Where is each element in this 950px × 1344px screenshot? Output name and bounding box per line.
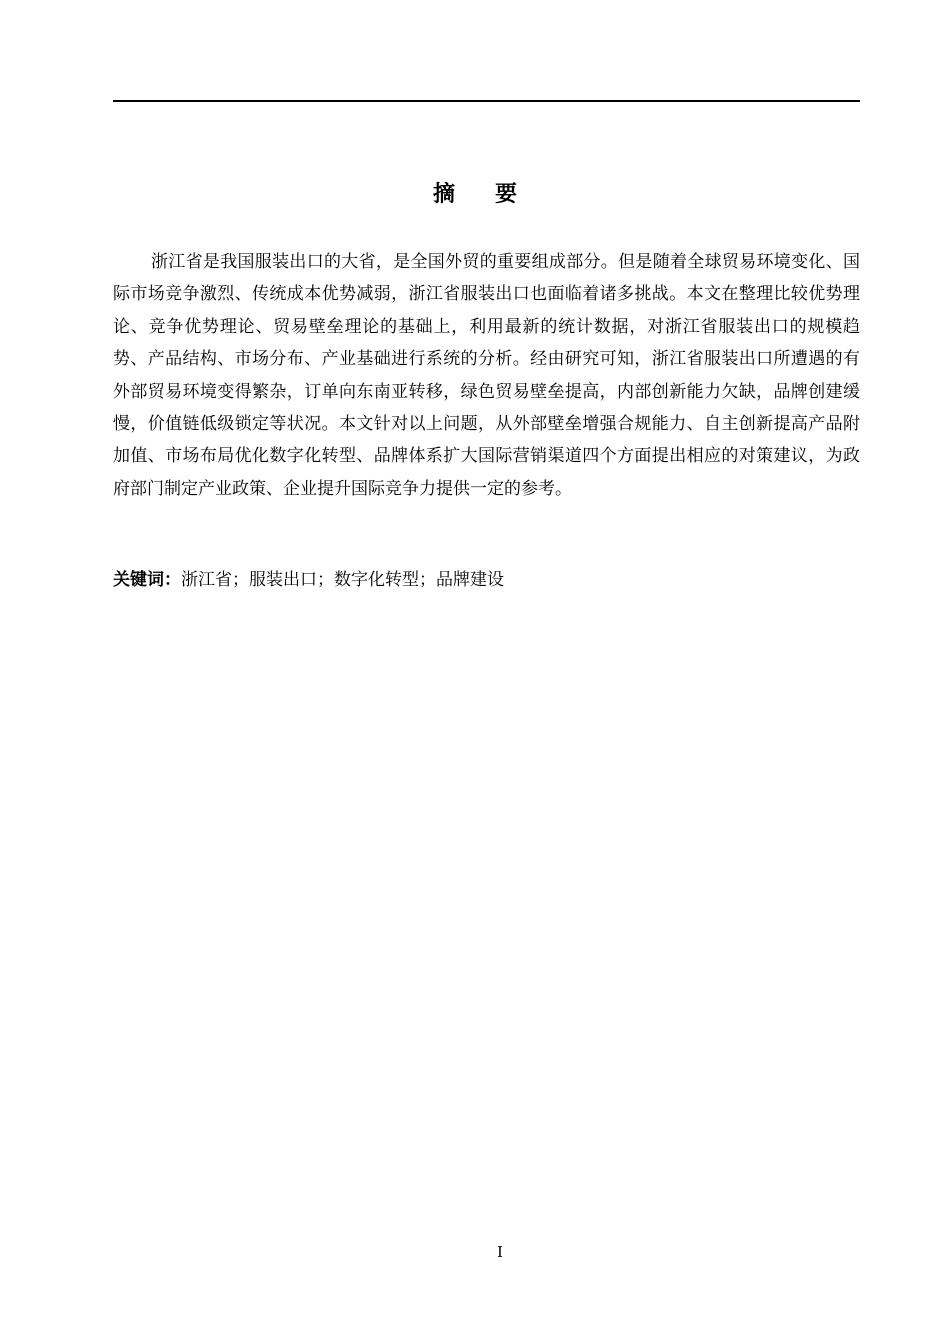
abstract-paragraph: 浙江省是我国服装出口的大省，是全国外贸的重要组成部分。但是随着全球贸易环境变化、国际市场竞争激烈、传统成本优势减弱，浙江省服装出口也面临着诸多挑战。本文在整理比较优势理论、竞争优势理论、贸易壁垒理论的基础上，利用最新的统计数据，对浙江省服装出口的规模趋势、产品结构、市场分布、产业基础进行系统的分析。经由研究可知，浙江省服装出口所遭遇的有外部贸易环境变得繁杂，订单向东南亚转移，绿色贸易壁垒提高，内部创新能力欠缺，品牌创建缓慢，价值链低级锁定等状况。本文针对以上问题，从外部壁垒增强合规能力、自主创新提高产品附加值、市场布局优化数字化转型、品牌体系扩大国际营销渠道四个方面提出相应的对策建议，为政府部门制定产业政策、企业提升国际竞争力提供一定的参考。 [113, 252, 860, 499]
page-number: I [497, 1243, 503, 1261]
keywords-label: 关键词： [113, 570, 181, 590]
keywords-list: 浙江省；服装出口；数字化转型；品牌建设 [181, 570, 504, 590]
page-title: 摘要 [432, 182, 557, 207]
header-rule [113, 100, 860, 102]
keywords-line [113, 565, 860, 595]
